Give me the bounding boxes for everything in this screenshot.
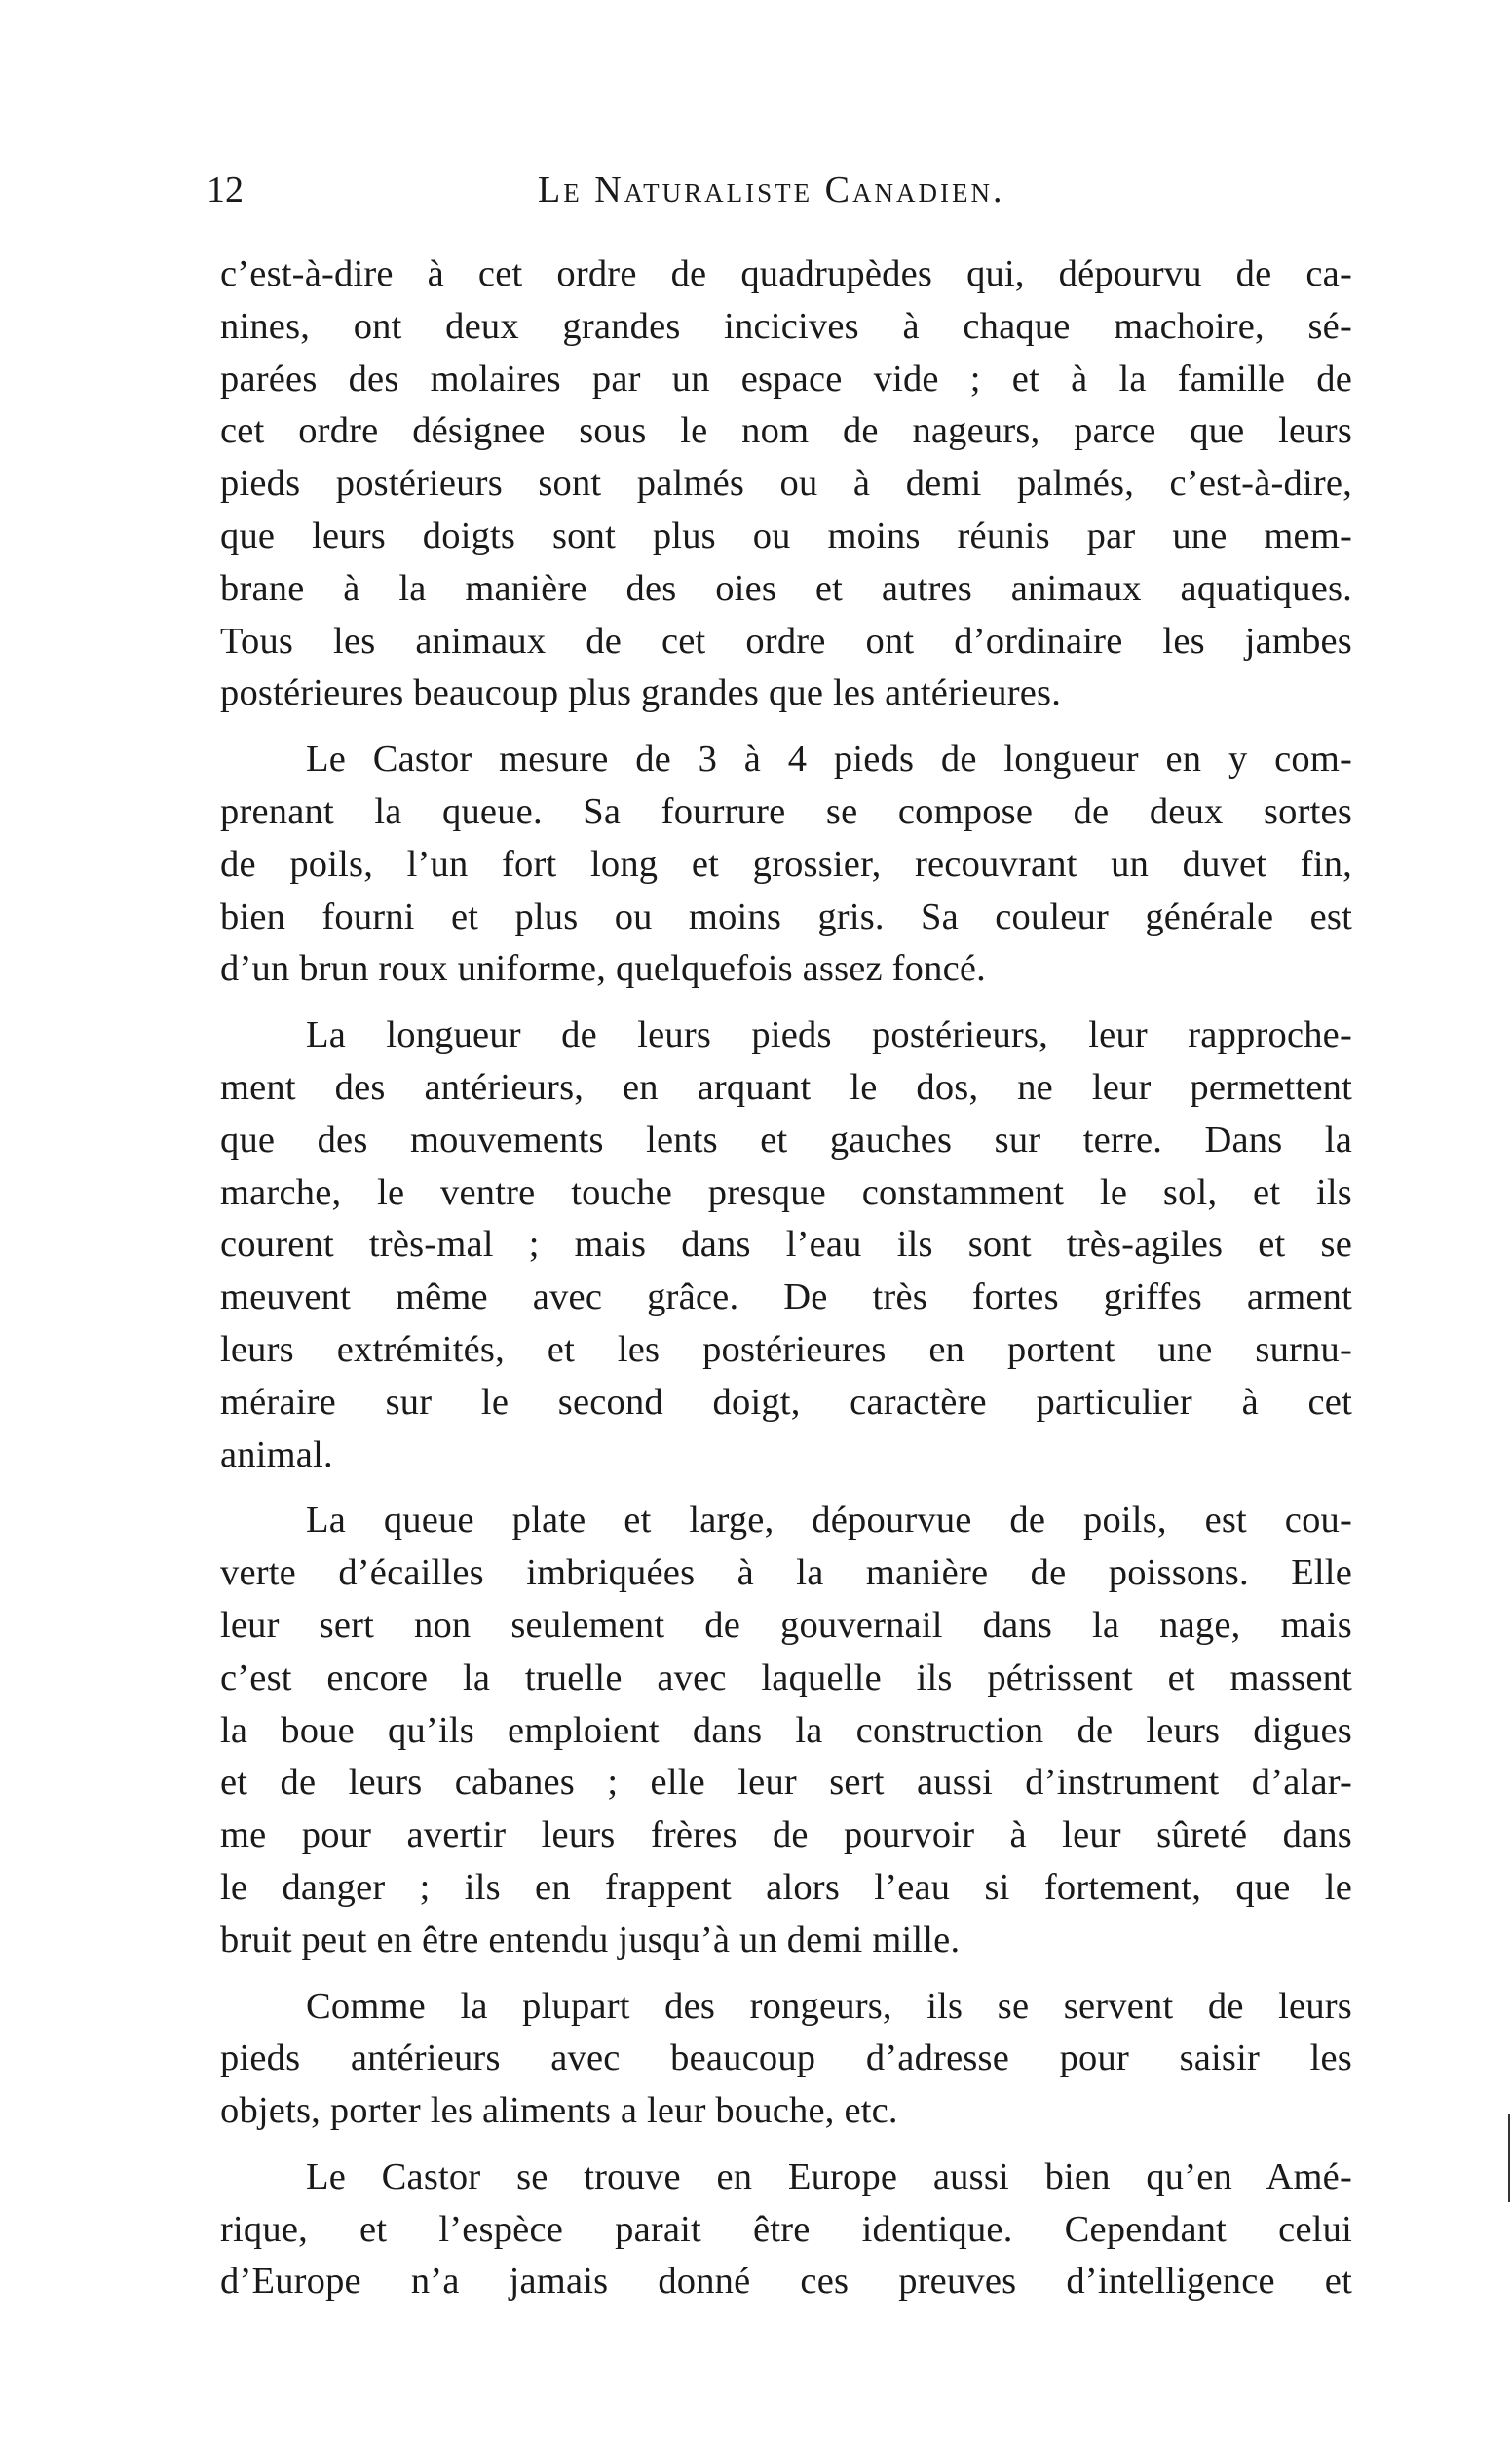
text-line: ment des antérieurs, en arquant le dos, ne leur permettent [220,1066,1352,1108]
text-line: d’Europe n’a jamais donné ces preuves d’intelligence et [220,2261,1352,2303]
text-line: de poils, l’un fort long et grossier, recouvrant un duvet fin, [220,843,1352,885]
text-line: bruit peut en être entendu jusqu’à un demi mille. [220,1919,961,1961]
text-line: parées des molaires par un espace vide ; et à la famille de [220,358,1352,400]
text-line: Tous les animaux de cet ordre ont d’ordinaire les jambes [220,620,1352,662]
paragraph [220,1495,1352,1966]
text-line: que leurs doigts sont plus ou moins réunis par une mem- [220,514,1352,556]
text-line: rique, et l’espèce parait être identique. Cependant celui [220,2208,1352,2250]
text-line: c’est-à-dire à cet ordre de quadrupèdes qui, dépourvu de ca- [220,253,1352,294]
journal-title: Le Naturaliste Canadien. [538,170,1005,210]
text-line: leur sert non seulement de gouvernail dans la nage, mais [220,1604,1352,1646]
text-line: pieds postérieurs sont palmés ou à demi palmés, c’est-à-dire, [220,463,1352,505]
text-line: La queue plate et large, dépourvue de poils, est cou- [306,1500,1352,1542]
paragraph [220,734,1352,996]
text-line: marche, le ventre touche presque constamment le sol, et ils [220,1171,1352,1213]
text-line: d’un brun roux uniforme, quelquefois assez foncé. [220,948,986,990]
text-line: prenant la queue. Sa fourrure se compose de deux sortes [220,790,1352,832]
text-line: La longueur de leurs pieds postérieurs, leur rapproche- [306,1014,1352,1056]
text-line: la boue qu’ils emploient dans la construction de leurs digues [220,1709,1352,1751]
text-line: c’est encore la truelle avec laquelle ils pétrissent et massent [220,1657,1352,1698]
paragraph [220,1009,1352,1481]
text-line: Le Castor se trouve en Europe aussi bien qu’en Amé- [306,2155,1352,2197]
text-line: cet ordre désignee sous le nom de nageurs, parce que leurs [220,410,1352,452]
paragraph [220,2152,1352,2308]
text-line: bien fourni et plus ou moins gris. Sa couleur générale est [220,895,1352,937]
text-line: brane à la manière des oies et autres animaux aquatiques. [220,567,1352,609]
text-line: verte d’écailles imbriquées à la manière de poissons. Elle [220,1552,1352,1594]
page-number: 12 [207,170,244,210]
text-line: nines, ont deux grandes incicives à chaque machoire, sé- [220,305,1352,347]
text-line: leurs extrémités, et les postérieures en portent une surnu- [220,1328,1352,1370]
text-line: Le Castor mesure de 3 à 4 pieds de longueur en y com- [306,739,1352,781]
body-text [220,248,1352,2308]
text-line: animal. [220,1433,333,1475]
text-line: objets, porter les aliments a leur bouche, etc. [220,2090,898,2132]
text-line: courent très-mal ; mais dans l’eau ils sont très-agiles et se [220,1224,1352,1266]
text-line: pieds antérieurs avec beaucoup d’adresse pour saisir les [220,2038,1352,2079]
text-line: méraire sur le second doigt, caractère particulier à cet [220,1381,1352,1423]
paragraph [220,248,1352,720]
paragraph [220,1981,1352,2138]
text-line: postérieures beaucoup plus grandes que les antérieures. [220,672,1062,714]
text-line: que des mouvements lents et gauches sur terre. Dans la [220,1119,1352,1161]
running-header [207,166,1356,214]
text-line: Comme la plupart des rongeurs, ils se servent de leurs [306,1985,1352,2027]
margin-mark [1508,2114,1510,2202]
text-line: meuvent même avec grâce. De très fortes griffes arment [220,1276,1352,1318]
text-line: le danger ; ils en frappent alors l’eau si fortement, que le [220,1866,1352,1908]
text-line: et de leurs cabanes ; elle leur sert aussi d’instrument d’alar- [220,1762,1352,1804]
text-line: me pour avertir leurs frères de pourvoir à leur sûreté dans [220,1814,1352,1856]
